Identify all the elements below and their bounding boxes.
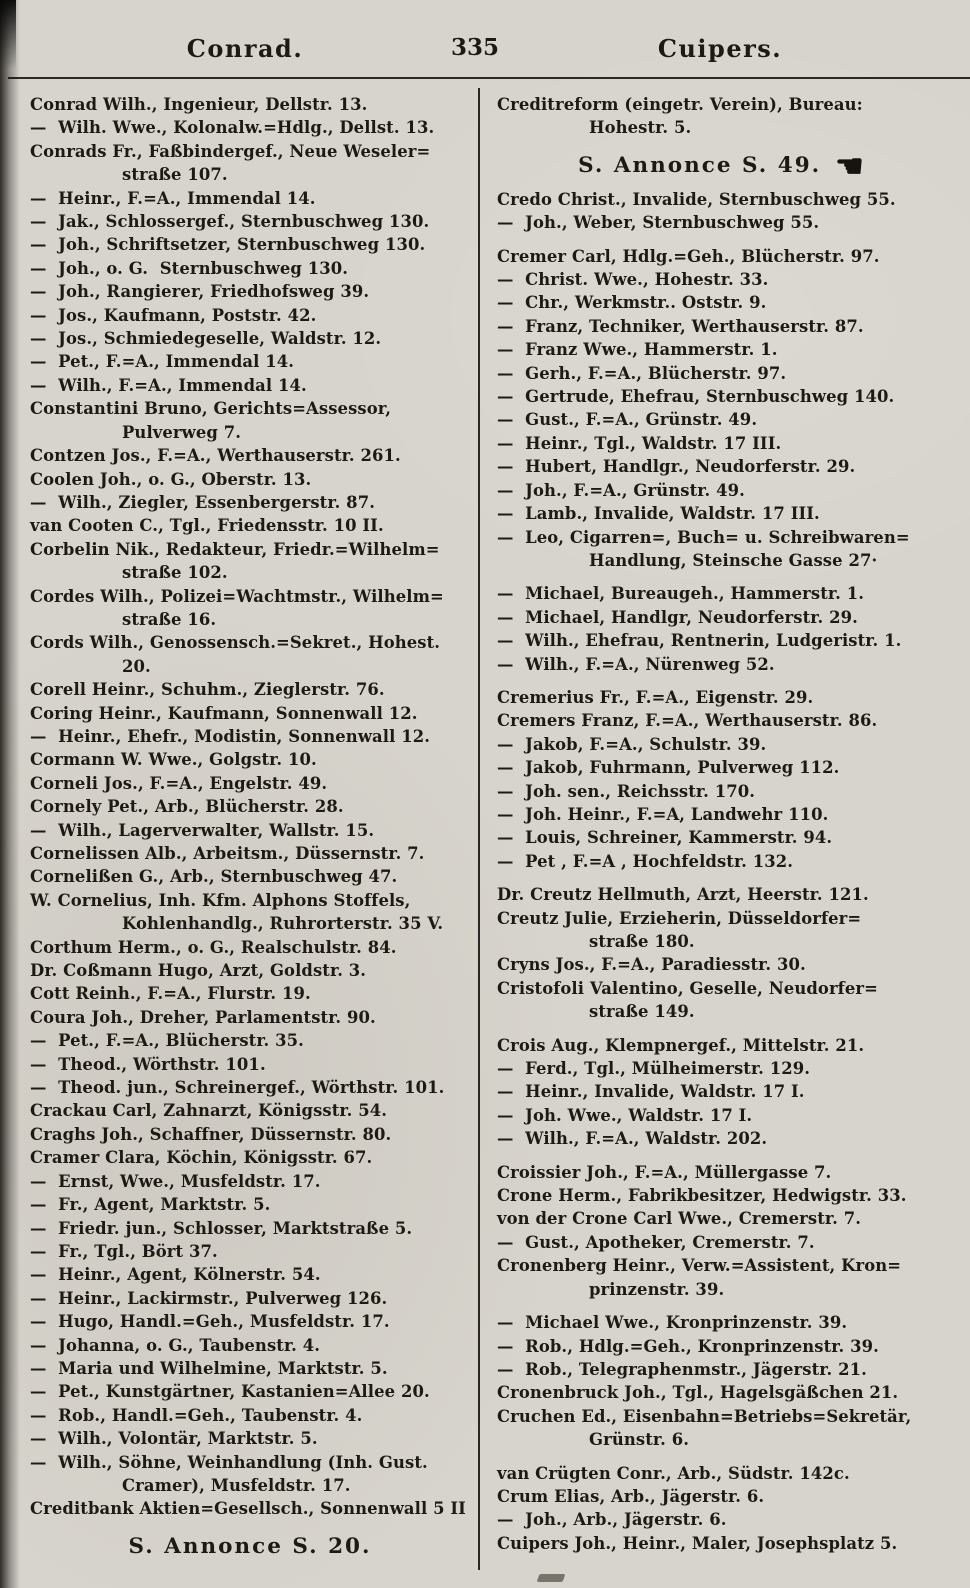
entry-line: Croissier Joh., F.=A., Müllergasse 7. [497,1162,832,1182]
entry-line: — Hubert, Handlgr., Neudorferstr. 29. [497,457,856,477]
directory-entry [497,291,947,314]
entry-line: Crone Herm., Fabrikbesitzer, Hedwigstr. 33. [497,1186,907,1206]
entry-line: — Jakob, F.=A., Schulstr. 39. [497,734,767,754]
directory-entry [497,629,947,652]
directory-entry [497,1231,947,1254]
directory-entry [30,889,470,936]
directory-entry [30,1240,470,1263]
directory-entry [30,725,470,748]
entry-line: — Michael Wwe., Kronprinzenstr. 39. [497,1313,848,1333]
directory-entry [30,280,470,303]
entry-line: — Gerh., F.=A., Blücherstr. 97. [497,363,787,383]
directory-entry [497,1485,947,1508]
entry-line: — Pet., Kunstgärtner, Kastanien=Allee 20. [30,1382,430,1402]
entry-line: — Jak., Schlossergef., Sternbuschweg 130. [30,212,430,232]
entry-line: — Rob., Hdlg.=Geh., Kronprinzenstr. 39. [497,1336,879,1356]
entry-line: Creutz Julie, Erzieherin, Düsseldorfer= [497,908,862,928]
column-divider-rule [478,88,480,1570]
entry-line: — Heinr., Ehefr., Modistin, Sonnenwall 12. [30,726,431,746]
entry-line: Coolen Joh., o. G., Oberstr. 13. [30,469,312,489]
directory-entry [497,1532,947,1555]
entry-line: Coura Joh., Dreher, Parlamentstr. 90. [30,1007,376,1027]
directory-column-left [30,93,470,1569]
directory-entry [497,1034,947,1057]
directory-entry [30,1427,470,1450]
directory-entry [30,1334,470,1357]
entry-line: — Rob., Telegraphenmstr., Jägerstr. 21. [497,1359,867,1379]
entry-line: Conrad Wilh., Ingenieur, Dellstr. 13. [30,95,368,114]
directory-entry [497,907,947,954]
directory-entry [497,1057,947,1080]
directory-entry [30,514,470,537]
directory-entry [30,1217,470,1240]
header-rule [8,77,970,79]
entry-line: Cremers Franz, F.=A., Werthauserstr. 86. [497,711,878,731]
directory-entry [30,468,470,491]
entry-line: — Friedr. jun., Schlosser, Marktstraße 5. [30,1218,413,1238]
directory-entry [30,959,470,982]
entry-line: — Fr., Tgl., Bört 37. [30,1241,218,1261]
entry-line: — Joh., Weber, Sternbuschweg 55. [497,213,820,233]
directory-entry [30,1287,470,1310]
entry-line: Cott Reinh., F.=A., Flurstr. 19. [30,984,311,1004]
directory-entry [30,233,470,256]
directory-entry [497,826,947,849]
entry-line: Constantini Bruno, Gerichts=Assessor, [30,399,392,419]
entry-line: — Michael, Bureaugeh., Hammerstr. 1. [497,584,865,604]
entry-line: Grünstr. 6. [589,1430,690,1450]
page-number: 335 [450,34,499,61]
directory-entry [30,1404,470,1427]
entry-line: — Gust., F.=A., Grünstr. 49. [497,410,758,430]
entry-line: S. Annonce S. 49. ☚ [578,146,866,185]
entry-line: — Joh. sen., Reichsstr. 170. [497,781,756,801]
entry-line: Corthum Herm., o. G., Realschulstr. 84. [30,937,397,957]
running-title-right: Cuipers. [657,34,783,63]
entry-line: Cornely Pet., Arb., Blücherstr. 28. [30,797,344,817]
entry-line: — Heinr., Lackirmstr., Pulverweg 126. [30,1288,388,1308]
directory-entry [497,1127,947,1150]
directory-entry [497,686,947,709]
directory-entry [497,850,947,873]
entry-line: — Joh., o. G. Sternbuschweg 130. [30,258,349,278]
entry-line: — Jakob, Fuhrmann, Pulverweg 112. [497,758,840,778]
entry-line: — Theod. jun., Schreinergef., Wörthstr. 101. [30,1078,445,1098]
directory-entry [30,304,470,327]
entry-line: — Pet., F.=A., Immendal 14. [30,352,295,372]
entry-line: — Wilh. Wwe., Kolonalw.=Hdlg., Dellst. 13. [30,118,435,138]
entry-line: Cramer), Musfeldstr. 17. [122,1475,351,1495]
directory-entry [30,257,470,280]
directory-entry [497,709,947,732]
entry-line: — Pet., F.=A., Blücherstr. 35. [30,1031,304,1051]
entry-line: Cordes Wilh., Polizei=Wachtmstr., Wilhelm= [30,586,444,606]
entry-line: prinzenstr. 39. [589,1279,725,1299]
entry-line: S. Annonce S. 20. [128,1533,372,1559]
entry-line: Corneli Jos., F.=A., Engelstr. 49. [30,773,328,793]
directory-column-right [497,93,947,1555]
directory-entry [497,479,947,502]
directory-entry [30,1451,470,1498]
entry-line: — Wilh., F.=A., Nürenweg 52. [497,654,775,674]
entry-line: — Heinr., F.=A., Immendal 14. [30,188,316,208]
entry-line: Cronenberg Heinr., Verw.=Assistent, Kron= [497,1256,902,1276]
directory-entry [497,408,947,431]
entry-line: straße 102. [122,563,228,583]
entry-line: straße 16. [122,609,217,629]
entry-line: — Rob., Handl.=Geh., Taubenstr. 4. [30,1405,363,1425]
entry-line: Creditbank Aktien=Gesellsch., Sonnenwall 5 II [30,1499,466,1519]
entry-line: Contzen Jos., F.=A., Werthauserstr. 261. [30,446,401,466]
entry-line: — Wilh., F.=A., Waldstr. 202. [497,1129,768,1149]
directory-entry [30,702,470,725]
directory-entry [497,883,947,906]
entry-line: — Ferd., Tgl., Mülheimerstr. 129. [497,1059,811,1079]
entry-line: — Johanna, o. G., Taubenstr. 4. [30,1335,321,1355]
directory-entry [497,315,947,338]
directory-entry [497,803,947,826]
directory-entry [497,653,947,676]
scan-smudge [537,1574,566,1582]
directory-entry [30,538,470,585]
directory-entry [30,187,470,210]
directory-entry [497,733,947,756]
entry-line: Kohlenhandlg., Ruhrorterstr. 35 V. [122,914,444,934]
entry-line: Pulverweg 7. [122,422,242,442]
entry-line: — Joh. Heinr., F.=A, Landwehr 110. [497,804,829,824]
entry-line: Cremerius Fr., F.=A., Eigenstr. 29. [497,687,814,707]
entry-line: straße 180. [589,932,695,951]
directory-entry [30,327,470,350]
entry-line: Crackau Carl, Zahnarzt, Königsstr. 54. [30,1101,388,1121]
entry-line: Cristofoli Valentino, Geselle, Neudorfer= [497,978,878,998]
directory-entry [497,1335,947,1358]
directory-entry [497,606,947,629]
directory-entry [30,1380,470,1403]
directory-entry [30,210,470,233]
entry-line: Corbelin Nik., Redakteur, Friedr.=Wilhelm= [30,539,440,559]
entry-line: Cruchen Ed., Eisenbahn=Betriebs=Sekretär, [497,1406,912,1426]
entry-line: — Christ. Wwe., Hohestr. 33. [497,270,769,290]
directory-entry [497,1104,947,1127]
entry-line: Credo Christ., Invalide, Sternbuschweg 55. [497,189,896,209]
entry-line: — Joh., Schriftsetzer, Sternbuschweg 130. [30,235,426,255]
entry-line: straße 107. [122,165,228,185]
book-gutter-shadow [0,0,20,1588]
entry-line: — Joh. Wwe., Waldstr. 17 I. [497,1105,753,1125]
entry-line: Creditreform (eingetr. Verein), Bureau: [497,95,863,114]
entry-line: — Joh., F.=A., Grünstr. 49. [497,480,745,500]
entry-line: — Lamb., Invalide, Waldstr. 17 III. [497,504,820,524]
entry-line: — Franz, Techniker, Werthauserstr. 87. [497,316,864,336]
entry-line: — Jos., Schmiedegeselle, Waldstr. 12. [30,329,382,349]
entry-line: Corell Heinr., Schuhm., Zieglerstr. 76. [30,680,385,700]
entry-line: Handlung, Steinsche Gasse 27· [589,550,878,570]
directory-entry [497,455,947,478]
directory-entry [30,819,470,842]
directory-entry [497,1405,947,1452]
directory-entry [30,865,470,888]
page-header [0,34,970,74]
entry-line: Craghs Joh., Schaffner, Düssernstr. 80. [30,1124,392,1144]
entry-line: van Cooten C., Tgl., Friedensstr. 10 II. [30,516,384,536]
directory-entry [497,1184,947,1207]
directory-entry [497,93,947,140]
entry-line: — Ernst, Wwe., Musfeldstr. 17. [30,1171,321,1191]
entry-line: — Wilh., Ziegler, Essenbergerstr. 87. [30,492,376,512]
entry-line: W. Cornelius, Inh. Kfm. Alphons Stoffels, [30,890,411,910]
entry-line: Cornelissen Alb., Arbeitsm., Düssernstr. 7. [30,844,425,863]
directory-entry [497,338,947,361]
entry-line: — Wilh., Volontär, Marktstr. 5. [30,1429,318,1449]
entry-line: Cormann W. Wwe., Golgstr. 10. [30,750,317,770]
directory-entry [30,1029,470,1052]
entry-line: Cuipers Joh., Heinr., Maler, Josephsplatz 5. [497,1533,898,1553]
entry-line: — Franz Wwe., Hammerstr. 1. [497,340,778,360]
entry-line: — Fr., Agent, Marktstr. 5. [30,1195,271,1215]
entry-line: Cronenbruck Joh., Tgl., Hagelsgäßchen 21. [497,1383,899,1403]
directory-entry [497,432,947,455]
directory-entry [30,1357,470,1380]
entry-line: van Crügten Conr., Arb., Südstr. 142c. [497,1463,850,1483]
directory-entry [30,397,470,444]
directory-entry [497,1080,947,1103]
directory-entry [497,582,947,605]
entry-line: — Wilh., Ehefrau, Rentnerin, Ludgeristr. 1. [497,631,902,651]
directory-entry [30,1146,470,1169]
entry-line: — Heinr., Tgl., Waldstr. 17 III. [497,433,782,453]
directory-entry [30,1006,470,1029]
directory-entry [497,245,947,268]
directory-entry [30,1053,470,1076]
entry-line: Dr. Creutz Hellmuth, Arzt, Heerstr. 121. [497,885,869,905]
directory-entry [30,1099,470,1122]
directory-entry [30,678,470,701]
directory-entry [497,385,947,408]
entry-line: — Heinr., Agent, Kölnerstr. 54. [30,1265,321,1285]
entry-line: Cremer Carl, Hdlg.=Geh., Blücherstr. 97. [497,246,880,266]
directory-entry [30,1310,470,1333]
directory-entry [30,772,470,795]
entry-line: — Theod., Wörthstr. 101. [30,1054,266,1074]
directory-entry [30,140,470,187]
directory-entry [30,585,470,632]
directory-entry [497,1161,947,1184]
directory-entry [497,1358,947,1381]
directory-entry [497,502,947,525]
entry-line: Dr. Coßmann Hugo, Arzt, Goldstr. 3. [30,961,367,981]
entry-line: Crum Elias, Arb., Jägerstr. 6. [497,1486,765,1506]
entry-line: — Joh., Rangierer, Friedhofsweg 39. [30,282,370,302]
directory-entry [30,936,470,959]
directory-entry [497,756,947,779]
entry-line: — Maria und Wilhelmine, Marktstr. 5. [30,1358,388,1378]
entry-line: — Gust., Apotheker, Cremerstr. 7. [497,1232,815,1252]
entry-line: — Leo, Cigarren=, Buch= u. Schreibwaren= [497,527,910,547]
entry-line: — Hugo, Handl.=Geh., Musfeldstr. 17. [30,1312,390,1332]
directory-entry [30,116,470,139]
directory-entry [30,1076,470,1099]
entry-line: Hohestr. 5. [589,118,692,138]
directory-entry [30,1497,470,1520]
entry-line: Cornelißen G., Arb., Sternbuschweg 47. [30,867,398,887]
directory-entry [30,444,470,467]
directory-entry [30,842,470,865]
entry-line: — Michael, Handlgr, Neudorferstr. 29. [497,607,858,627]
directory-entry [30,631,470,678]
manicule-left-icon: ☚ [835,146,866,185]
directory-entry [30,795,470,818]
directory-entry [497,211,947,234]
directory-entry [497,1508,947,1531]
directory-entry [30,1170,470,1193]
entry-line: — Wilh., F.=A., Immendal 14. [30,375,307,395]
directory-entry [497,268,947,291]
entry-line: Crois Aug., Klempnergef., Mittelstr. 21. [497,1035,865,1055]
directory-entry [30,1123,470,1146]
directory-entry [497,977,947,1024]
directory-entry [497,1254,947,1301]
entry-line: Cryns Jos., F.=A., Paradiesstr. 30. [497,955,806,975]
directory-entry [30,1193,470,1216]
directory-entry [30,350,470,373]
directory-entry [497,953,947,976]
entry-line: Cramer Clara, Köchin, Königsstr. 67. [30,1148,373,1168]
entry-line: — Heinr., Invalide, Waldstr. 17 I. [497,1082,805,1102]
directory-entry [30,982,470,1005]
directory-entry [30,748,470,771]
annonce-note [497,146,947,185]
directory-entry [30,1263,470,1286]
entry-line: Cords Wilh., Genossensch.=Sekret., Hohest. 20. [30,633,446,676]
directory-entry [497,1462,947,1485]
entry-line: — Wilh., Söhne, Weinhandlung (Inh. Gust. [30,1452,428,1472]
directory-entry [497,780,947,803]
directory-entry [497,526,947,573]
directory-entry [30,374,470,397]
directory-entry [497,188,947,211]
directory-entry [497,362,947,385]
entry-line: — Jos., Kaufmann, Poststr. 42. [30,305,317,325]
entry-line: — Louis, Schreiner, Kammerstr. 94. [497,828,833,848]
directory-entry [497,1207,947,1230]
entry-line: — Pet , F.=A , Hochfeldstr. 132. [497,851,794,871]
entry-line: — Gertrude, Ehefrau, Sternbuschweg 140. [497,387,895,407]
entry-line: straße 149. [589,1002,695,1022]
entry-line: — Wilh., Lagerverwalter, Wallstr. 15. [30,820,375,840]
directory-entry [497,1381,947,1404]
running-title-left: Conrad. [186,34,304,63]
directory-entry [497,1311,947,1334]
entry-line: Conrads Fr., Faßbindergef., Neue Weseler= [30,141,431,161]
annonce-note [30,1532,470,1562]
entry-line: — Chr., Werkmstr.. Oststr. 9. [497,293,767,313]
entry-line: — Joh., Arb., Jägerstr. 6. [497,1510,727,1530]
directory-entry [30,93,470,116]
entry-line: Coring Heinr., Kaufmann, Sonnenwall 12. [30,703,418,723]
directory-entry [30,491,470,514]
entry-line: von der Crone Carl Wwe., Cremerstr. 7. [497,1209,862,1229]
